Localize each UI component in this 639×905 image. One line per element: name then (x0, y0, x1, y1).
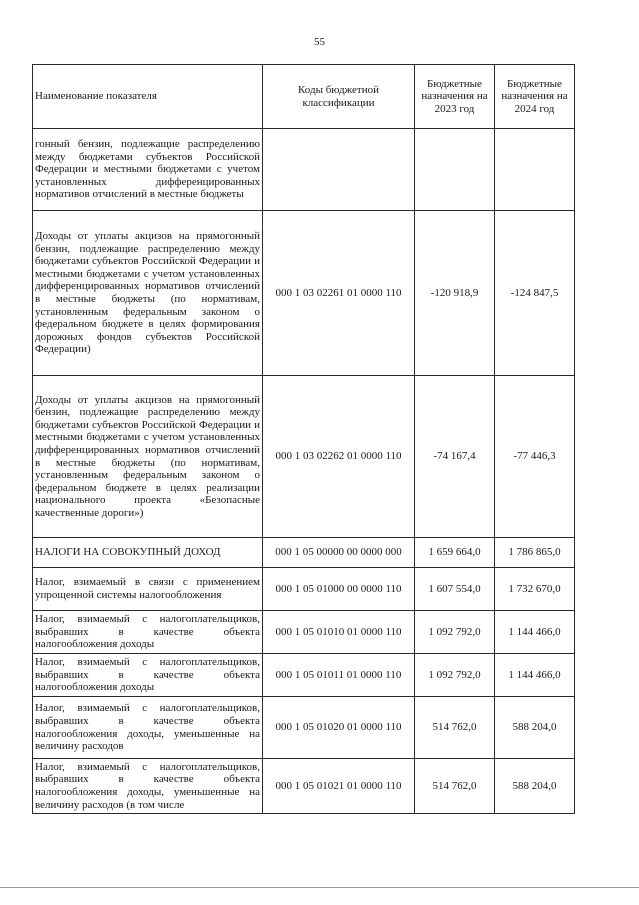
row-code: 000 1 05 01021 01 0000 110 (263, 759, 415, 814)
row-2023: 514 762,0 (415, 759, 495, 814)
row-name: Налог, взимаемый с налогоплательщиков, выбравших в качестве объекта налогообложения доходы, уменьшенные на величину расходов (33, 697, 263, 759)
table-row (33, 611, 575, 654)
budget-table (32, 64, 575, 814)
table-row (33, 538, 575, 568)
row-code: 000 1 05 01000 00 0000 110 (263, 568, 415, 611)
header-code: Коды бюджетной классификации (263, 65, 415, 129)
row-name: Налог, взимаемый с налогоплательщиков, выбравших в качестве объекта налогообложения доходы (33, 611, 263, 654)
row-2023: 1 659 664,0 (415, 538, 495, 568)
row-2024: 1 144 466,0 (495, 611, 575, 654)
row-name: гонный бензин, подлежащие распределению между бюджетами субъектов Российской Федерации и местными бюджетами с учетом установленных дифференцированных нормативов отчислений в местные бюджеты (33, 129, 263, 211)
row-name: НАЛОГИ НА СОВОКУПНЫЙ ДОХОД (33, 538, 263, 568)
header-2024: Бюджетные назначения на 2024 год (495, 65, 575, 129)
table-row (33, 376, 575, 538)
row-2023: -74 167,4 (415, 376, 495, 538)
row-code: 000 1 03 02261 01 0000 110 (263, 211, 415, 376)
row-code: 000 1 05 01010 01 0000 110 (263, 611, 415, 654)
table-row (33, 211, 575, 376)
row-name: Налог, взимаемый с налогоплательщиков, выбравших в качестве объекта налогообложения доходы, уменьшенные на величину расходов (в том числе (33, 759, 263, 814)
row-2023: -120 918,9 (415, 211, 495, 376)
row-code (263, 129, 415, 211)
table-header-row (33, 65, 575, 129)
page-bottom-rule (0, 887, 639, 888)
header-name: Наименование показателя (33, 65, 263, 129)
row-2023: 1 092 792,0 (415, 654, 495, 697)
row-2024: 588 204,0 (495, 697, 575, 759)
page-number: 55 (314, 36, 325, 48)
row-code: 000 1 05 00000 00 0000 000 (263, 538, 415, 568)
row-2023: 1 092 792,0 (415, 611, 495, 654)
row-code: 000 1 05 01011 01 0000 110 (263, 654, 415, 697)
header-2023: Бюджетные назначения на 2023 год (415, 65, 495, 129)
table-row (33, 568, 575, 611)
row-name: Доходы от уплаты акцизов на прямогонный бензин, подлежащие распределению между бюджетами субъектов Российской Федерации и местными бюджетами с учетом установленных дифференцированных нормативов отчислений в местные бюджеты (по нормативам, установленным федеральным законом о федеральном бюджете в целях реализации национального проекта «Безопасные качественные дороги») (33, 376, 263, 538)
row-2024: 588 204,0 (495, 759, 575, 814)
row-2024: -124 847,5 (495, 211, 575, 376)
row-2023: 514 762,0 (415, 697, 495, 759)
row-2023 (415, 129, 495, 211)
row-2024: -77 446,3 (495, 376, 575, 538)
row-2024: 1 786 865,0 (495, 538, 575, 568)
table-row (33, 759, 575, 814)
table-row (33, 697, 575, 759)
row-name: Доходы от уплаты акцизов на прямогонный бензин, подлежащие распределению между бюджетами субъектов Российской Федерации и местными бюджетами с учетом установленных дифференцированных нормативов отчислений в местные бюджеты (по нормативам, установленным федеральным законом о федеральном бюджете в целях формирования дорожных фондов субъектов Российской Федерации) (33, 211, 263, 376)
row-code: 000 1 05 01020 01 0000 110 (263, 697, 415, 759)
row-2023: 1 607 554,0 (415, 568, 495, 611)
row-code: 000 1 03 02262 01 0000 110 (263, 376, 415, 538)
row-2024: 1 732 670,0 (495, 568, 575, 611)
table-row (33, 129, 575, 211)
row-name: Налог, взимаемый в связи с применением упрощенной системы налогообложения (33, 568, 263, 611)
row-name: Налог, взимаемый с налогоплательщиков, выбравших в качестве объекта налогообложения доходы (33, 654, 263, 697)
row-2024: 1 144 466,0 (495, 654, 575, 697)
row-2024 (495, 129, 575, 211)
table-row (33, 654, 575, 697)
